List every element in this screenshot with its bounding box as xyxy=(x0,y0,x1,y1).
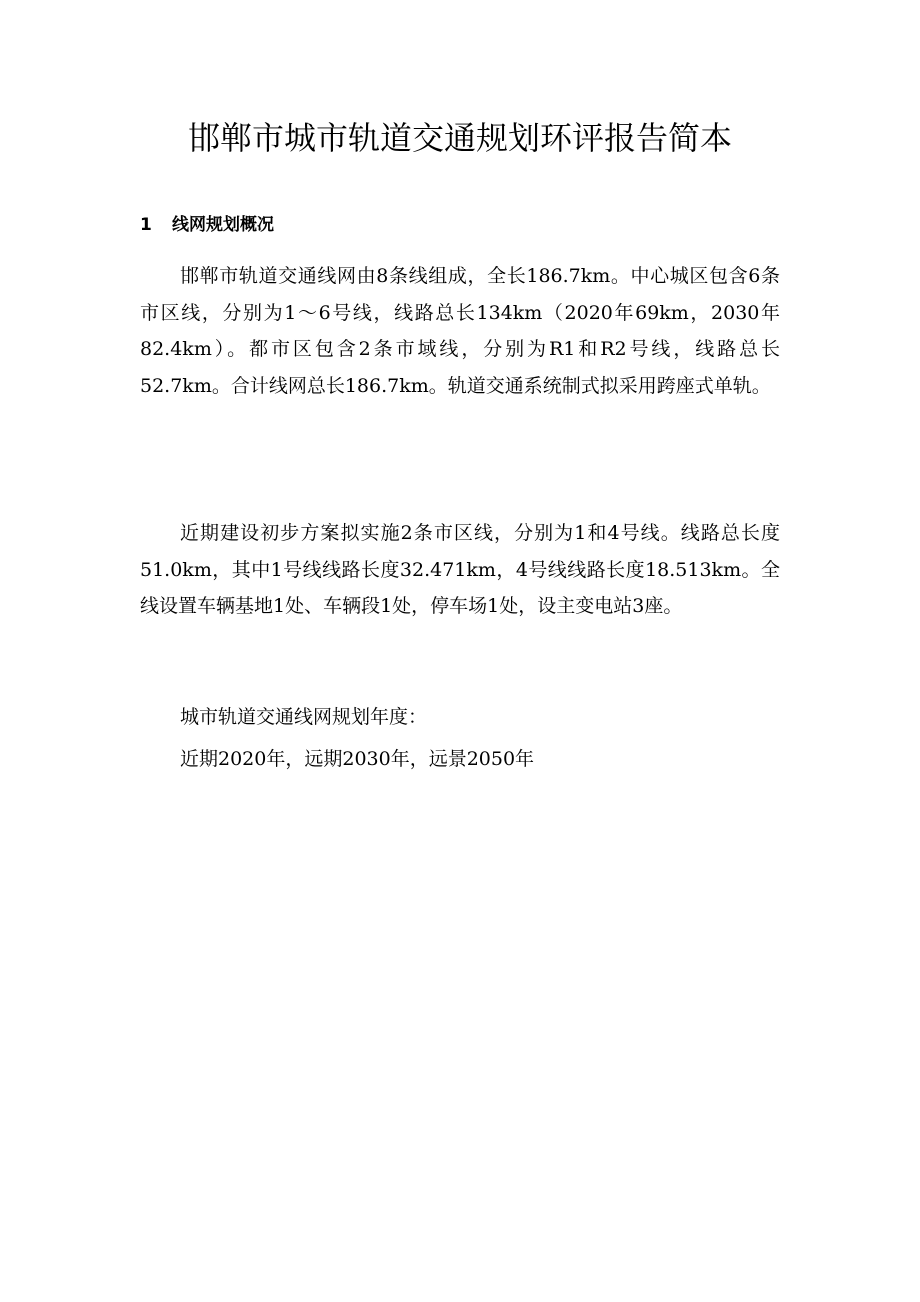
section-number: 1 xyxy=(140,215,152,235)
paragraph-planning-years: 近期2020年，远期2030年，远景2050年 xyxy=(180,748,535,770)
section-title: 线网规划概况 xyxy=(172,215,274,235)
document-title: 邯郸市城市轨道交通规划环评报告简本 xyxy=(187,119,732,157)
paragraph-near-term-construction: 近期建设初步方案拟实施2条市区线，分别为1和4号线。线路总长度51.0km，其中1号线线路长度32.471km，4号线线路长度18.513km。全线设置车辆基地1处、车辆段1处，停车场1处，设主变电站3座。 xyxy=(140,522,780,617)
paragraph-network-overview: 邯郸市轨道交通线网由8条线组成，全长186.7km。中心城区包含6条市区线，分别为1～6号线，线路总长134km（2020年69km，2030年82.4km）。都市区包含2条市域线，分别为R1和R2号线，线路总长52.7km。合计线网总长186.7km。轨道交通系统制式拟采用跨座式单轨。 xyxy=(140,265,780,397)
paragraph-planning-years-label: 城市轨道交通线网规划年度： xyxy=(180,706,428,728)
section-heading xyxy=(140,211,274,239)
